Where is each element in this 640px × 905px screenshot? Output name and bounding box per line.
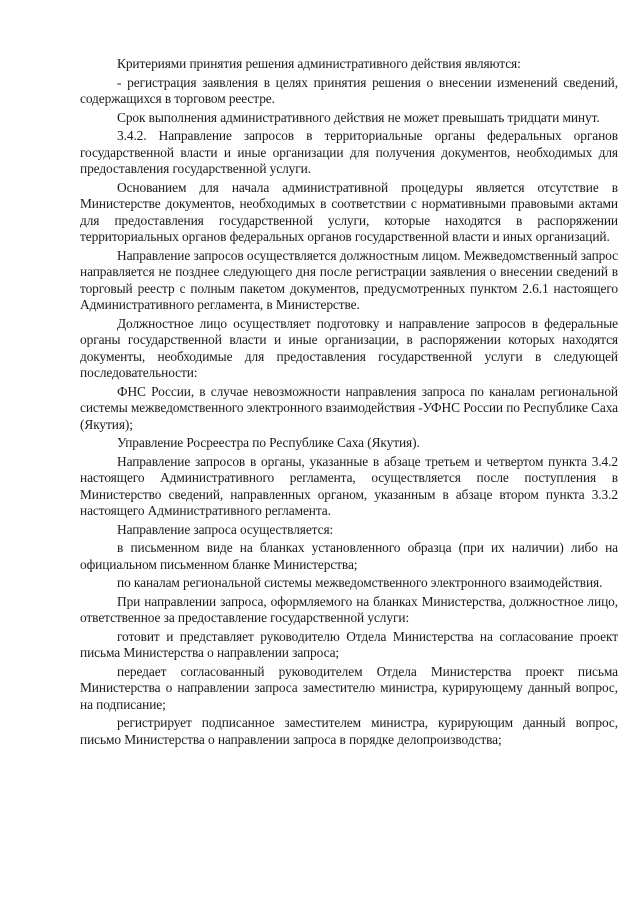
- paragraph: готовит и представляет руководителю Отдела Министерства на согласование проект письма Министерства о направлении запроса;: [80, 628, 618, 660]
- paragraph: Направление запросов осуществляется должностным лицом. Межведомственный запрос направляется не позднее следующего дня после регистрации заявления о внесении сведений в торговый реестр с полным пакетом документов, предусмотренных пунктом 2.6.1 настоящего Административного регламента, в Министерстве.: [80, 247, 618, 312]
- paragraph: Должностное лицо осуществляет подготовку и направление запросов в федеральные органы государственной власти и иные организации, в распоряжении которых находятся документы, необходимые для предоставления государственной услуги в следующей последовательности:: [80, 315, 618, 380]
- document-body: [80, 56, 618, 748]
- paragraph: Направление запроса осуществляется:: [117, 521, 334, 537]
- paragraph: в письменном виде на бланках установленного образца (при их наличии) либо на официальном письменном бланке Министерства;: [80, 540, 618, 572]
- paragraph: Критериями принятия решения административного действия являются:: [117, 56, 521, 71]
- section-heading-3-4-2: 3.4.2. Направление запросов в территориальные органы федеральных органов государственной власти и иные организации для получения документов, необходимых для предоставления государственной услуги.: [80, 128, 618, 176]
- paragraph: регистрирует подписанное заместителем министра, курирующим данный вопрос, письмо Министерства о направлении запроса в порядке делопроизводства;: [80, 715, 618, 747]
- paragraph: по каналам региональной системы межведомственного электронного взаимодействия.: [117, 575, 603, 590]
- paragraph: Управление Росреестра по Республике Саха (Якутия).: [117, 435, 420, 450]
- paragraph: передает согласованный руководителем Отдела Министерства проект письма Министерства о направлении запроса заместителю министра, курирующему данный вопрос, на подписание;: [80, 663, 618, 712]
- paragraph: - регистрация заявления в целях принятия решения о внесении изменений сведений, содержащихся в торговом реестре.: [80, 74, 618, 106]
- paragraph: ФНС России, в случае невозможности направления запроса по каналам региональной системы межведомственного электронного взаимодействия -УФНС России по Республике Саха (Якутия);: [80, 383, 618, 432]
- paragraph: Срок выполнения административного действия не может превышать тридцати минут.: [117, 109, 600, 125]
- paragraph: При направлении запроса, оформляемого на бланках Министерства, должностное лицо, ответственное за предоставление государственной услуги:: [80, 593, 618, 625]
- paragraph: Направление запросов в органы, указанные в абзаце третьем и четвертом пункта 3.4.2 настоящего Административного регламента, осуществляется после поступления в Министерство сведений, направленных органом, указанным в абзаце втором пункта 3.3.2 настоящего Административного регламента.: [80, 453, 618, 518]
- paragraph: Основанием для начала административной процедуры является отсутствие в Министерстве документов, необходимых в соответствии с нормативными правовыми актами для предоставления государственной услуги, которые находятся в распоряжении территориальных органов федеральных органов государственной власти и иных организаций.: [80, 179, 618, 244]
